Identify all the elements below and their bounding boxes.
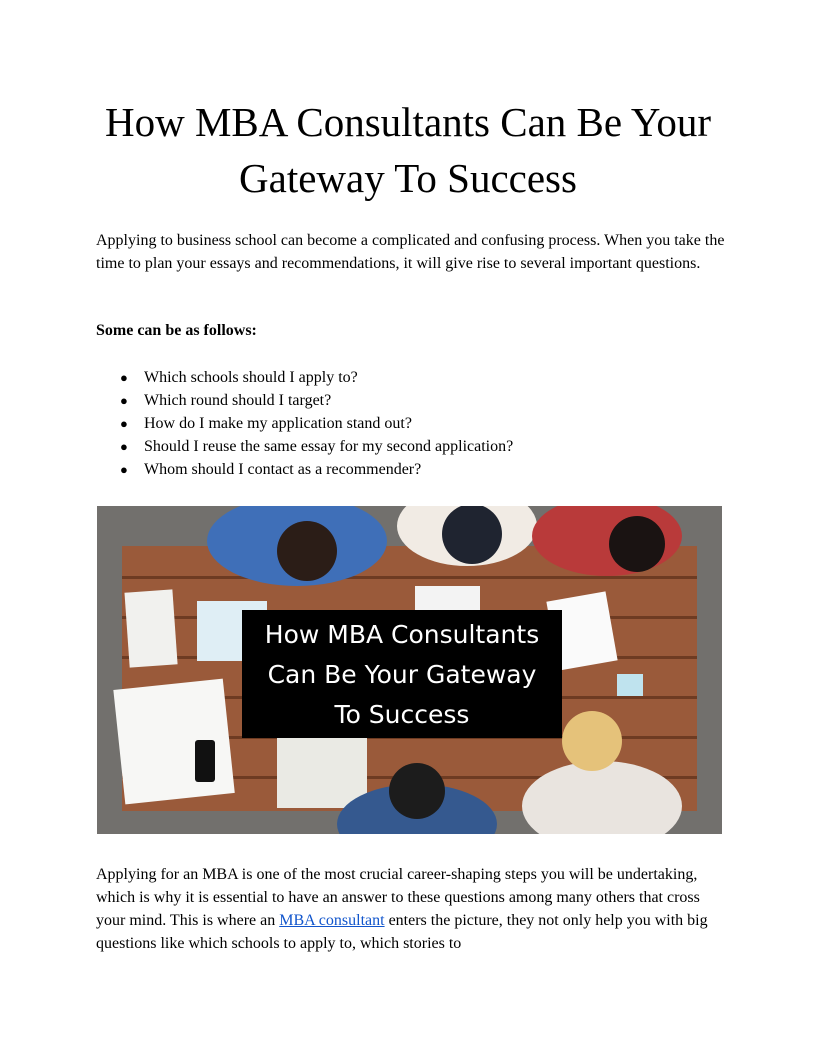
bullet-icon: ● xyxy=(120,462,128,477)
list-item xyxy=(96,458,513,481)
page-title xyxy=(60,94,756,206)
list-item xyxy=(96,412,513,435)
list-item-text: Whom should I contact as a recommender? xyxy=(144,461,422,478)
list-item xyxy=(96,389,513,412)
hero-image xyxy=(97,506,722,834)
mba-consultant-link[interactable]: MBA consultant xyxy=(279,912,385,929)
title-line-1: How MBA Consultants Can Be Your xyxy=(105,99,711,145)
hero-illustration xyxy=(97,506,722,834)
bullet-icon: ● xyxy=(120,439,128,454)
intro-paragraph: Applying to business school can become a complicated and confusing process. When you take the time to plan your essays and recommendations, it will give rise to several important questions. xyxy=(96,232,725,272)
caption-line-2: Can Be Your Gateway xyxy=(267,660,537,689)
list-item-text: Which round should I target? xyxy=(144,392,332,409)
title-line-2: Gateway To Success xyxy=(239,155,577,201)
bullet-icon: ● xyxy=(120,416,128,431)
list-item-text: Should I reuse the same essay for my second application? xyxy=(144,438,514,455)
list-item-text: How do I make my application stand out? xyxy=(144,415,412,432)
bullet-icon: ● xyxy=(120,370,128,385)
body-paragraph xyxy=(96,863,726,955)
caption-line-1: How MBA Consultants xyxy=(264,620,540,649)
body-text-after-link: enters the picture, they not only help you with big questions like which schools to apply to, which stories to xyxy=(96,912,708,952)
phone-icon xyxy=(195,740,215,782)
list-item-text: Which schools should I apply to? xyxy=(144,369,358,386)
bullet-icon: ● xyxy=(120,393,128,408)
list-heading: Some can be as follows: xyxy=(96,322,257,339)
body-text-before-link: Applying for an MBA is one of the most crucial career-shaping steps you will be undertaking, which is why it is essential to have an answer to these questions among many others that cross your mind. This is where an xyxy=(96,866,700,929)
caption-line-3: To Success xyxy=(334,700,470,729)
list-item xyxy=(96,435,513,458)
question-list xyxy=(96,366,513,481)
list-item xyxy=(96,366,513,389)
